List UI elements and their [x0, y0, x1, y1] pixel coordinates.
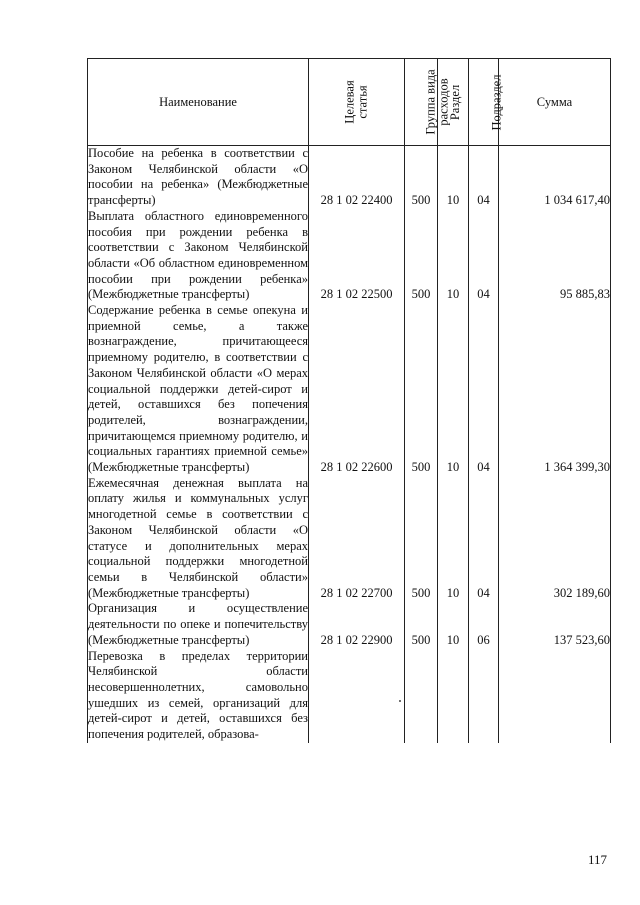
table-row — [88, 146, 611, 209]
row-subsection — [469, 649, 499, 743]
row-subsection: 04 — [469, 476, 499, 602]
row-name: Ежемесячная денежная выплата на оплату жилья и коммунальных услуг многодетной семье в соответствии с Законом Челябинской области «О статусе и дополнительных мерах социальной поддержки многодетной семьи в Челябинской области» (Межбюджетные трансферты) — [88, 475, 308, 600]
row-code: 28 1 02 22500 — [309, 209, 405, 303]
row-section: 10 — [438, 209, 469, 303]
header-section: Раздел — [438, 59, 469, 146]
scan-speck — [399, 700, 401, 702]
row-subsection: 04 — [469, 209, 499, 303]
row-code: 28 1 02 22700 — [309, 476, 405, 602]
header-name: Наименование — [88, 59, 309, 146]
row-group: 500 — [405, 209, 438, 303]
table-header-row — [88, 59, 611, 146]
row-name: Перевозка в пределах территории Челябинской области несовершеннолетних, самовольно ушедших из семей, организаций для детей-сирот и детей, оставшихся без попечения родителей, образова- — [88, 648, 308, 742]
row-section: 10 — [438, 476, 469, 602]
row-group: 500 — [405, 601, 438, 648]
header-expense-group: Группа вида расходов — [405, 59, 438, 146]
row-code: 28 1 02 22900 — [309, 601, 405, 648]
table-row — [88, 649, 611, 743]
row-name: Пособие на ребенка в соответствии с Законом Челябинской области «О пособии на ребенка» (Межбюджетные трансферты) — [88, 146, 308, 208]
row-name: Организация и осуществление деятельности по опеке и попечительству (Межбюджетные трансферты) — [88, 601, 308, 647]
table-row — [88, 601, 611, 648]
row-group: 500 — [405, 476, 438, 602]
budget-table — [87, 58, 611, 743]
row-group — [405, 649, 438, 743]
header-sum: Сумма — [499, 59, 611, 146]
header-target-article: Целевая статья — [309, 59, 405, 146]
row-section — [438, 649, 469, 743]
row-subsection: 06 — [469, 601, 499, 648]
row-sum: 302 189,60 — [499, 476, 611, 602]
row-name: Содержание ребенка в семье опекуна и приемной семье, а также вознаграждение, причитающееся приемному родителю, в соответствии с Законом Челябинской области «О мерах социальной поддержки детей-сирот и детей, оставшихся без попечения родителей, вознаграждении, причитающемся приемному родителю, и социальных гарантиях приемной семье» (Межбюджетные трансферты) — [88, 303, 308, 475]
page-number: 117 — [588, 852, 608, 867]
header-subsection: Подраздел — [469, 59, 499, 146]
row-sum: 137 523,60 — [499, 601, 611, 648]
row-subsection: 04 — [469, 303, 499, 476]
row-code: 28 1 02 22400 — [309, 146, 405, 209]
row-group: 500 — [405, 146, 438, 209]
row-sum: 95 885,83 — [499, 209, 611, 303]
row-section: 10 — [438, 303, 469, 476]
row-name: Выплата областного единовременного пособия при рождении ребенка в соответствии с Законом Челябинской области «Об областном единовременном пособии при рождении ребенка» (Межбюджетные трансферты) — [88, 208, 308, 302]
row-subsection: 04 — [469, 146, 499, 209]
table-row — [88, 303, 611, 476]
row-code: 28 1 02 22600 — [309, 303, 405, 476]
row-group: 500 — [405, 303, 438, 476]
row-section: 10 — [438, 601, 469, 648]
row-sum: 1 034 617,40 — [499, 146, 611, 209]
row-sum — [499, 649, 611, 743]
row-sum: 1 364 399,30 — [499, 303, 611, 476]
table-row — [88, 476, 611, 602]
row-code — [309, 649, 405, 743]
row-section: 10 — [438, 146, 469, 209]
table-row — [88, 209, 611, 303]
